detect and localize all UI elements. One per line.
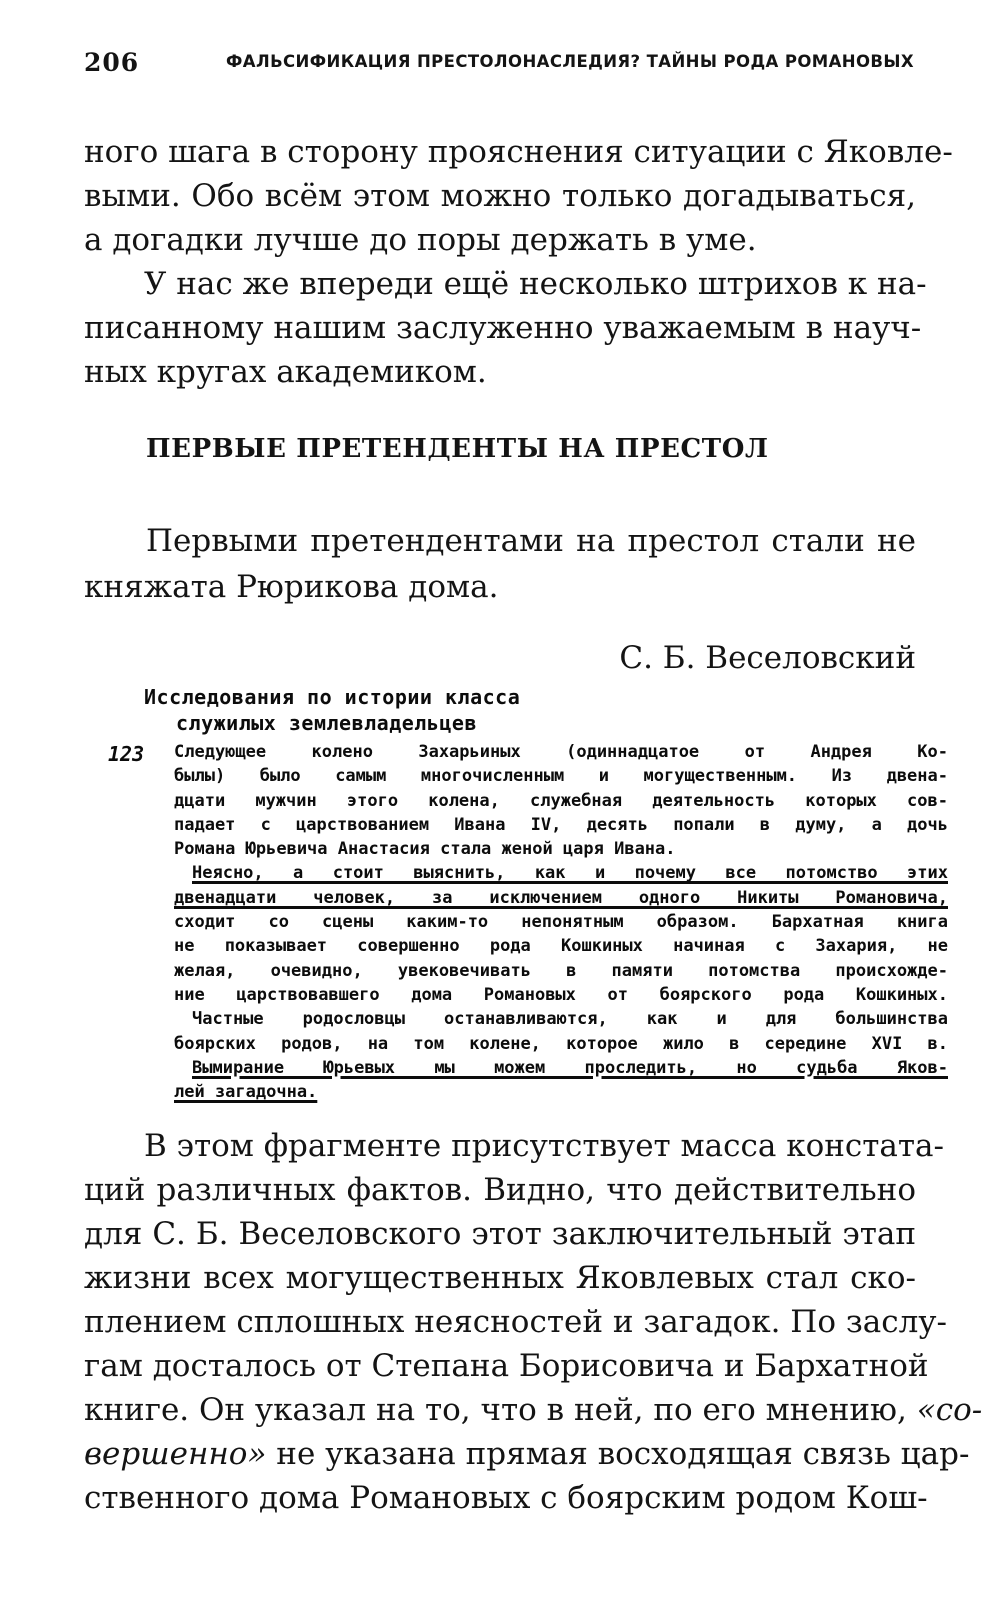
running-head: ФАЛЬСИФИКАЦИЯ ПРЕСТОЛОНАСЛЕДИЯ? ТАЙНЫ РОДА РОМАНОВЫХ: [226, 52, 914, 71]
text-line: ных кругах академиком.: [84, 354, 487, 390]
text-fragment: не указана прямая восходящая связь цар-: [276, 1436, 970, 1472]
epigraph: [84, 518, 916, 610]
scan-line: желая, очевидно, увековечивать в памяти потомства происхожде-: [174, 960, 948, 981]
epigraph-line: княжата Рюрикова дома.: [84, 569, 499, 605]
text-line-with-quote: [84, 1388, 983, 1432]
scan-body: [174, 740, 948, 1104]
text-line: писанному нашим заслуженно уважаемым в науч-: [84, 310, 922, 346]
scan-line: Романа Юрьевича Анастасия стала женой царя Ивана.: [174, 839, 676, 860]
text-line: гам досталось от Степана Борисовича и Бархатной: [84, 1348, 929, 1384]
text-line: плением сплошных неясностей и загадок. По заслу-: [84, 1304, 948, 1340]
scan-line-underlined: лей загадочна.: [174, 1082, 318, 1103]
text-line: а догадки лучше до поры держать в уме.: [84, 222, 757, 258]
text-line: У нас же впереди ещё несколько штрихов к на-: [144, 266, 927, 302]
text-line-with-quote: [84, 1432, 970, 1476]
epigraph-attribution: С. Б. Веселовский: [619, 640, 916, 676]
page-header: [84, 48, 914, 78]
scan-line: Следующее колено Захарьиных (одиннадцатое от Андрея Ко-: [174, 742, 948, 762]
scan-line: Частные родословцы останавливаются, как и для большинства: [192, 1009, 948, 1030]
scan-line: боярских родов, на том колене, которое жило в середине XVI в.: [174, 1033, 948, 1054]
scan-line-underlined: двенадцати человек, за исключением одного Никиты Романовича,: [174, 887, 948, 908]
scan-line: ние царствовавшего дома Романовых от боярского рода Кошкиных.: [174, 984, 948, 1005]
scan-line: не показывает совершенно рода Кошкиных начиная с Захария, не: [174, 936, 948, 957]
scan-line-underlined: Вымирание Юрьевых мы можем проследить, но судьба Яков-: [192, 1057, 948, 1078]
text-line: выми. Обо всём этом можно только догадываться,: [84, 178, 916, 214]
section-heading: ПЕРВЫЕ ПРЕТЕНДЕНТЫ НА ПРЕСТОЛ: [146, 434, 769, 464]
scan-line-underlined: Неясно, а стоит выяснить, как и почему все потомство этих: [192, 863, 948, 884]
scan-line: былы) было самым многочисленным и могущественным. Из двена-: [174, 766, 948, 787]
text-fragment: книге. Он указал на то, что в ней, по его мнению,: [84, 1392, 907, 1428]
text-line: жизни всех могущественных Яковлевых стал ско-: [84, 1260, 916, 1296]
text-line: ственного дома Романовых с боярским родом Кош-: [84, 1480, 928, 1516]
body-paragraph: [84, 1124, 983, 1520]
epigraph-line: Первыми претендентами на престол стали не: [146, 523, 916, 559]
text-line: для С. Б. Веселовского этот заключительный этап: [84, 1216, 916, 1252]
scan-title-line: Исследования по истории класса: [144, 685, 521, 709]
scan-page-number: 123: [108, 742, 145, 766]
page-number: 206: [84, 48, 140, 77]
emphasized-quote: «со-: [916, 1392, 983, 1428]
scan-line: дцати мужчин этого колена, служебная деятельность которых сов-: [174, 790, 948, 811]
text-line: ций различных фактов. Видно, что действительно: [84, 1172, 916, 1208]
scan-line: падает с царствованием Ивана IV, десять попали в думу, а дочь: [174, 814, 948, 835]
scanned-excerpt: [108, 684, 948, 1103]
emphasized-quote: вершенно»: [84, 1436, 267, 1472]
text-line: ного шага в сторону прояснения ситуации с Яковле-: [84, 134, 953, 170]
intro-paragraphs: [84, 130, 953, 394]
scan-line: сходит со сцены каким-то непонятным образом. Бархатная книга: [174, 912, 948, 933]
scan-title-line: служилых землевладельцев: [176, 711, 477, 735]
text-line: В этом фрагменте присутствует масса констата-: [144, 1128, 945, 1164]
